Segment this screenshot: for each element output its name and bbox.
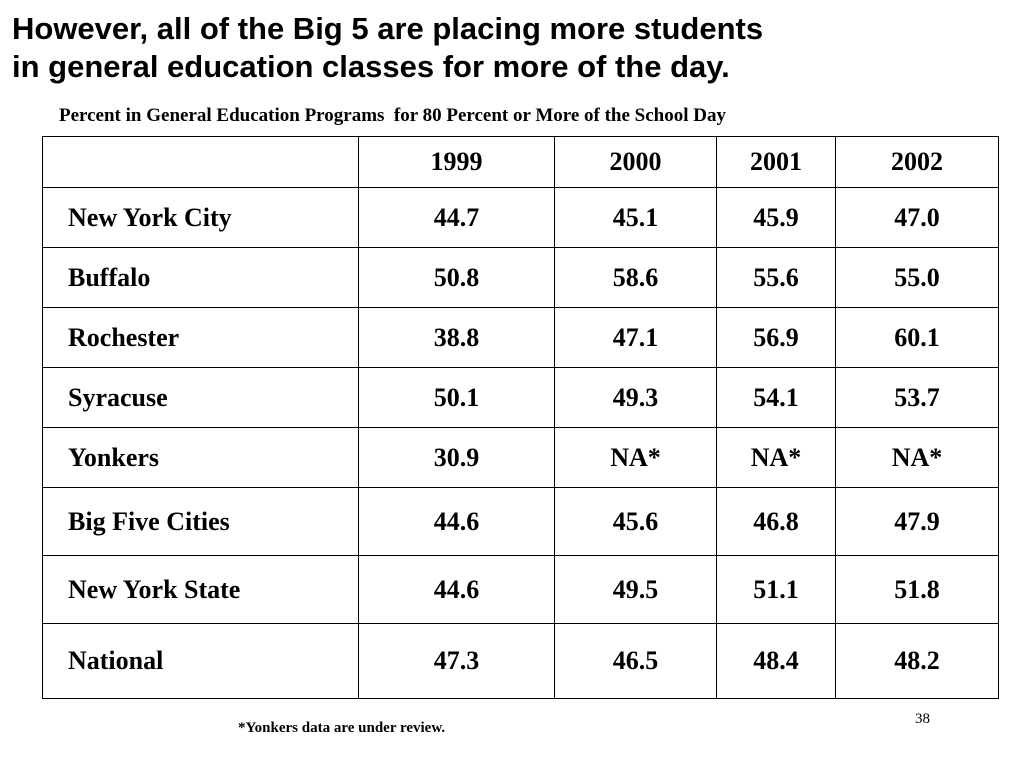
value-cell: 60.1 [836, 308, 999, 368]
value-cell: NA* [717, 428, 836, 488]
value-cell: 50.1 [359, 368, 555, 428]
value-cell: 48.4 [717, 624, 836, 699]
value-cell: 50.8 [359, 248, 555, 308]
value-cell: 47.1 [555, 308, 717, 368]
value-cell: 51.1 [717, 556, 836, 624]
row-label: Rochester [43, 308, 359, 368]
row-label: New York City [43, 188, 359, 248]
value-cell: 49.5 [555, 556, 717, 624]
row-label: New York State [43, 556, 359, 624]
slide-number: 38 [915, 711, 930, 727]
value-cell: 47.0 [836, 188, 999, 248]
table-row [43, 368, 999, 428]
row-label: Buffalo [43, 248, 359, 308]
table-row [43, 556, 999, 624]
row-label: National [43, 624, 359, 699]
header-cell-2000: 2000 [555, 137, 717, 188]
value-cell: 45.9 [717, 188, 836, 248]
row-label: Syracuse [43, 368, 359, 428]
slide-title-line-2: in general education classes for more of the day. [12, 49, 730, 84]
value-cell: 58.6 [555, 248, 717, 308]
value-cell: NA* [555, 428, 717, 488]
table-header-row [43, 137, 999, 188]
value-cell: 49.3 [555, 368, 717, 428]
value-cell: 56.9 [717, 308, 836, 368]
value-cell: 44.7 [359, 188, 555, 248]
table-row [43, 428, 999, 488]
value-cell: 44.6 [359, 556, 555, 624]
table-row [43, 248, 999, 308]
value-cell: 46.5 [555, 624, 717, 699]
data-table [42, 136, 999, 699]
value-cell: 46.8 [717, 488, 836, 556]
row-label: Big Five Cities [43, 488, 359, 556]
value-cell: 48.2 [836, 624, 999, 699]
value-cell: 47.9 [836, 488, 999, 556]
value-cell: 51.8 [836, 556, 999, 624]
value-cell: 47.3 [359, 624, 555, 699]
value-cell: 55.0 [836, 248, 999, 308]
table-caption: Percent in General Education Programs for 80 Percent or More of the School Day [59, 105, 726, 126]
header-cell-1999: 1999 [359, 137, 555, 188]
value-cell: 45.6 [555, 488, 717, 556]
slide-title [12, 10, 1012, 86]
row-label: Yonkers [43, 428, 359, 488]
header-cell-2001: 2001 [717, 137, 836, 188]
table-row [43, 188, 999, 248]
table-row [43, 624, 999, 699]
value-cell: NA* [836, 428, 999, 488]
slide-title-line-1: However, all of the Big 5 are placing more students [12, 11, 764, 46]
value-cell: 53.7 [836, 368, 999, 428]
value-cell: 38.8 [359, 308, 555, 368]
footnote: *Yonkers data are under review. [238, 720, 446, 736]
header-cell-2002: 2002 [836, 137, 999, 188]
table-row [43, 308, 999, 368]
value-cell: 55.6 [717, 248, 836, 308]
header-cell-empty [43, 137, 359, 188]
table-row [43, 488, 999, 556]
value-cell: 44.6 [359, 488, 555, 556]
value-cell: 45.1 [555, 188, 717, 248]
value-cell: 54.1 [717, 368, 836, 428]
value-cell: 30.9 [359, 428, 555, 488]
